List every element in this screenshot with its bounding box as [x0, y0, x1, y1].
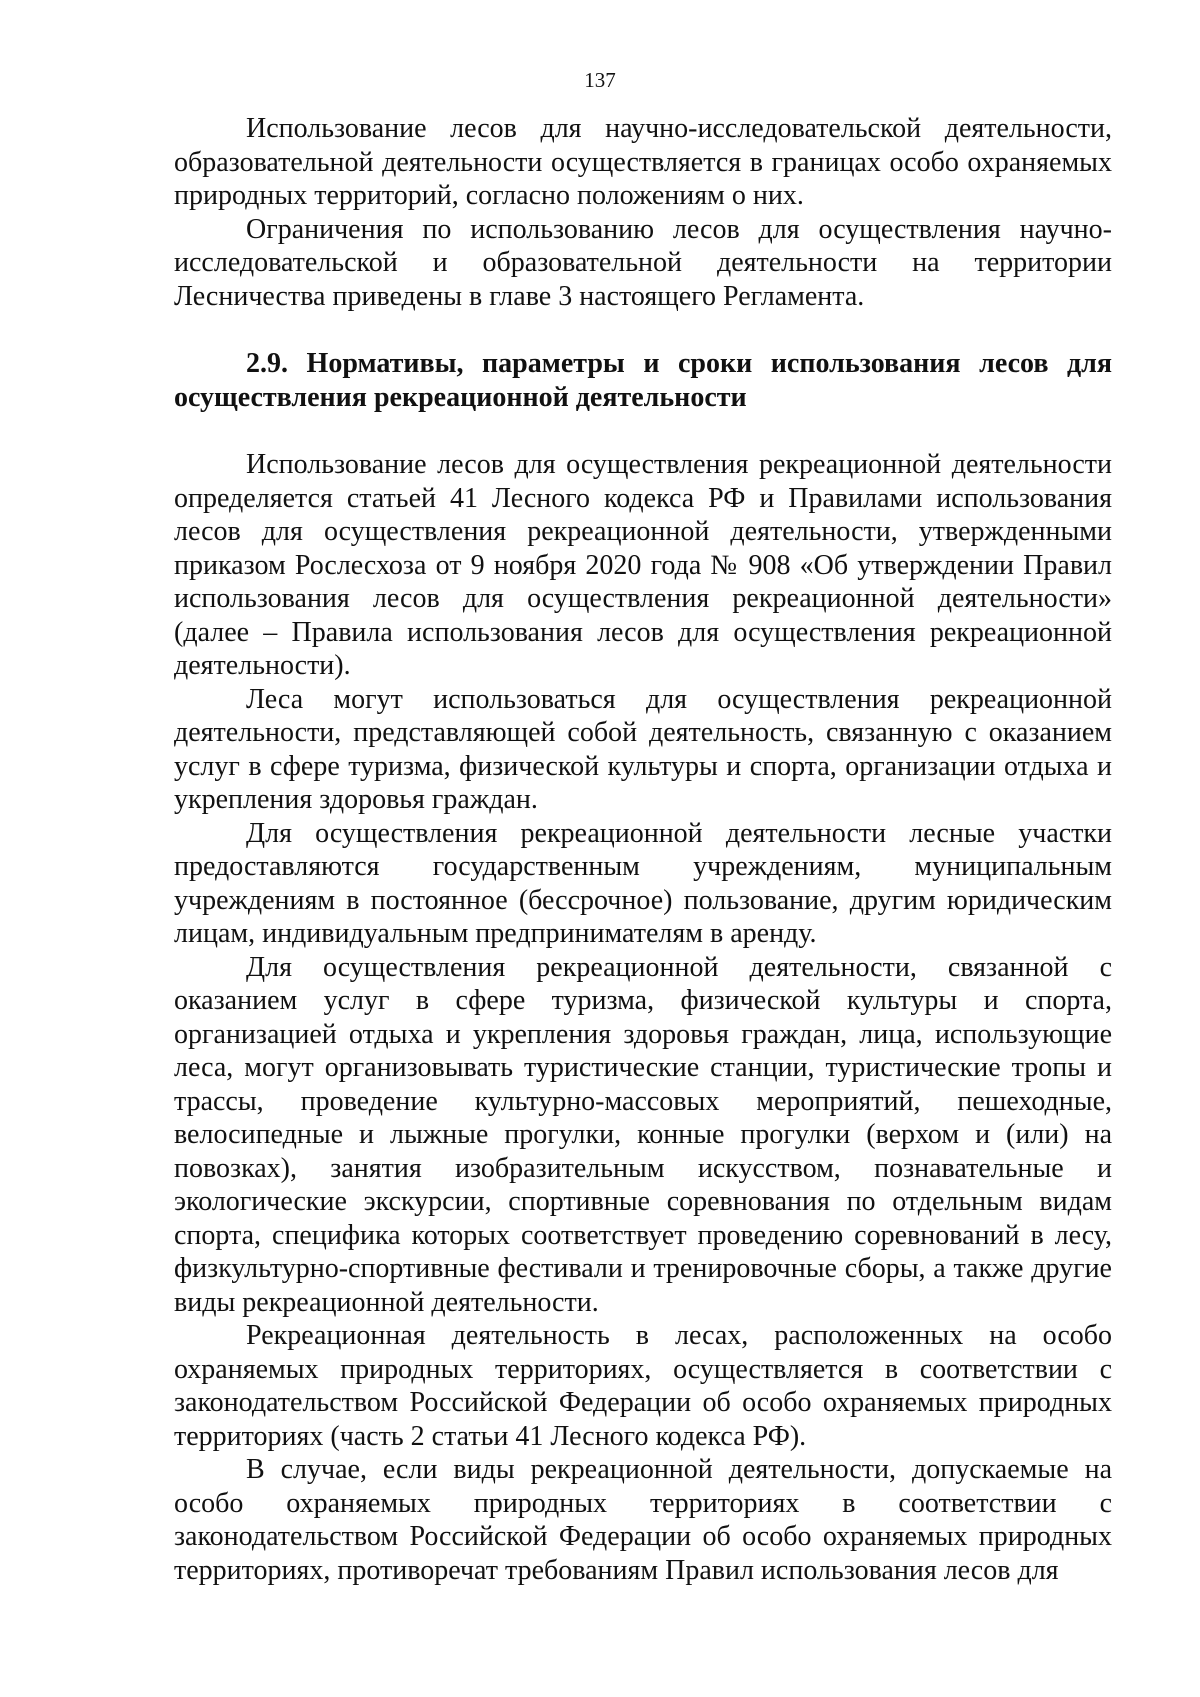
paragraph-conflict-case: В случае, если виды рекреационной деятельности, допускаемые на особо охраняемых природных территориях в соответствии с законодательством Российской Федерации об особо охраняемых природных территориях, противоречат требованиям Правил использования лесов для [174, 1454, 1112, 1586]
paragraph-research-use: Использование лесов для научно-исследовательской деятельности, образовательной деятельности осуществляется в границах особо охраняемых природных территорий, согласно положениям о них. [174, 113, 1112, 211]
paragraph-recreation-activities: Для осуществления рекреационной деятельности, связанной с оказанием услуг в сфере туризма, физической культуры и спорта, организацией отдыха и укрепления здоровья граждан, лица, использующие леса, могут организовывать туристические станции, туристические тропы и трассы, проведение культурно-массовых мероприятий, пешеходные, велосипедные и лыжные прогулки, конные прогулки (верхом и (или) на повозках), занятия изобразительным искусством, познавательные и экологические экскурсии, спортивные соревнования по отдельным видам спорта, специфика которых соответствует проведению соревнований в лесу, физкультурно-спортивные фестивали и тренировочные сборы, а также другие виды рекреационной деятельности. [174, 951, 1112, 1318]
paragraph-protected-areas: Рекреационная деятельность в лесах, расположенных на особо охраняемых природных территориях, осуществляется в соответствии с законодательством Российской Федерации об особо охраняемых природных территориях (часть 2 статьи 41 Лесного кодекса РФ). [174, 1320, 1112, 1452]
section-heading: 2.9. Нормативы, параметры и сроки использования лесов для осуществления рекреационной деятельности [174, 348, 1112, 413]
page-content [174, 112, 1112, 1587]
paragraph-recreation-provision: Для осуществления рекреационной деятельности лесные участки предоставляются государственным учреждениям, муниципальным учреждениям в постоянное (бессрочное) пользование, другим юридическим лицам, индивидуальным предпринимателям в аренду. [174, 817, 1112, 949]
paragraph-research-restrictions: Ограничения по использованию лесов для осуществления научно-исследовательской и образовательной деятельности на территории Лесничества приведены в главе 3 настоящего Регламента. [174, 213, 1112, 312]
page-number: 137 [584, 68, 616, 92]
paragraph-recreation-purpose: Леса могут использоваться для осуществления рекреационной деятельности, представляющей собой деятельность, связанную с оказанием услуг в сфере туризма, физической культуры и спорта, организации отдыха и укрепления здоровья граждан. [174, 683, 1112, 815]
paragraph-recreation-basis: Использование лесов для осуществления рекреационной деятельности определяется статьей 41 Лесного кодекса РФ и Правилами использования лесов для осуществления рекреационной деятельности, утвержденными приказом Рослесхоза от 9 ноября 2020 года № 908 «Об утверждении Правил использования лесов для осуществления рекреационной деятельности» (далее – Правила использования лесов для осуществления рекреационной деятельности). [174, 449, 1112, 681]
